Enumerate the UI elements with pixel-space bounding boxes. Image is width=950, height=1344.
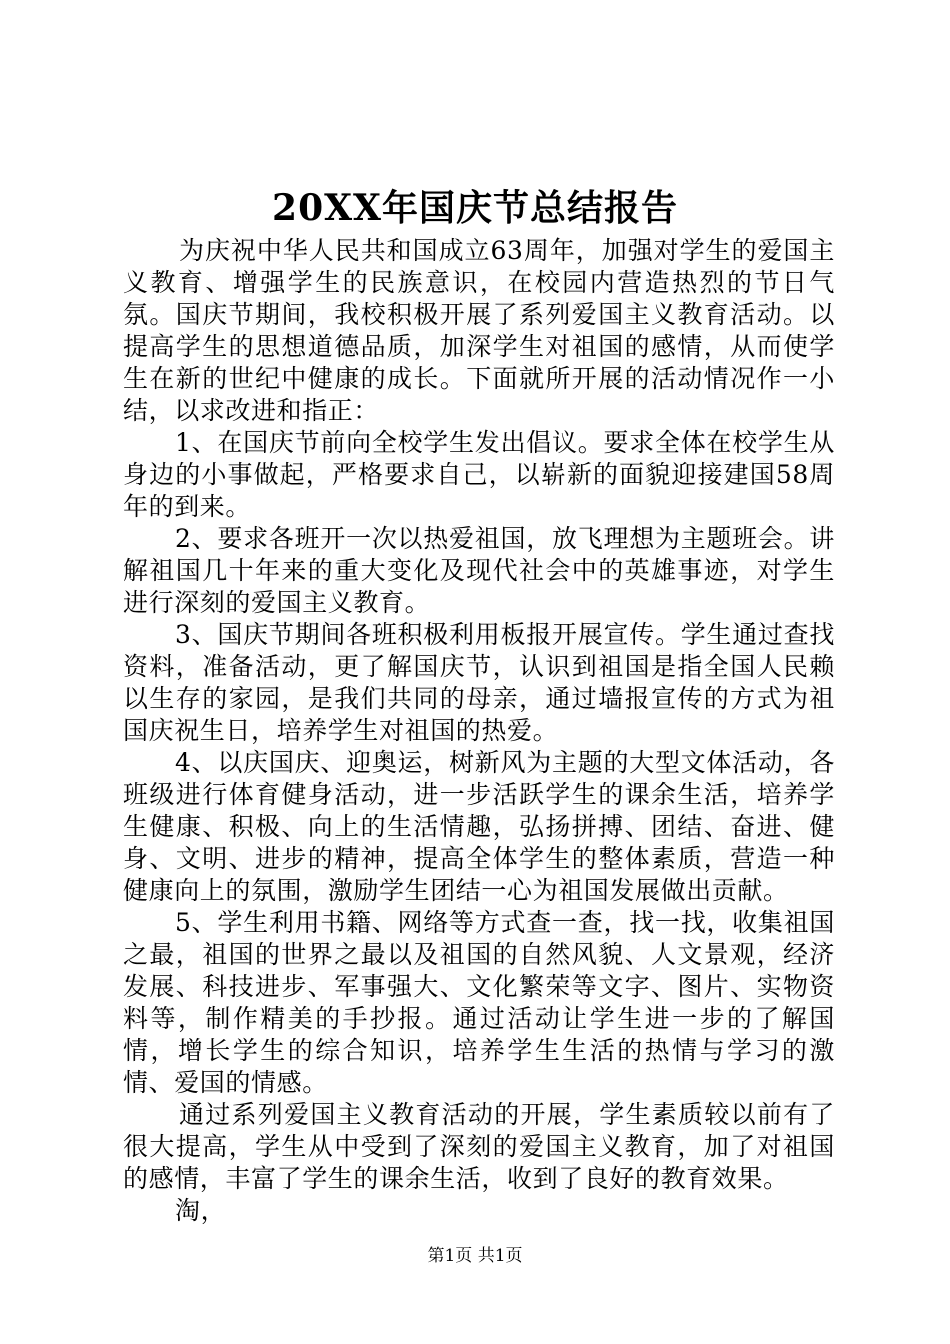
paragraph-item-1: 1、在国庆节前向全校学生发出倡议。要求全体在校学生从身边的小事做起，严格要求自己，以崭新的面貌迎接建国58周年的到来。 [123, 428, 835, 521]
paragraph-item-3: 3、国庆节期间各班积极利用板报开展宣传。学生通过查找资料，准备活动，更了解国庆节，认识到祖国是指全国人民赖以生存的家园，是我们共同的母亲，通过墙报宣传的方式为祖国庆祝生日，培养学生对祖国的热爱。 [123, 620, 835, 745]
paragraph-intro: 为庆祝中华人民共和国成立63周年，加强对学生的爱国主义教育、增强学生的民族意识，在校园内营造热烈的节日气氛。国庆节期间，我校积极开展了系列爱国主义教育活动。以提高学生的思想道德品质，加深学生对祖国的感情，从而使学生在新的世纪中健康的成长。下面就所开展的活动情况作一小结，以求改进和指正： [123, 236, 835, 425]
paragraph-item-5: 5、学生利用书籍、网络等方式查一查，找一找，收集祖国之最，祖国的世界之最以及祖国的自然风貌、人文景观，经济发展、科技进步、军事强大、文化繁荣等文字、图片、实物资料等，制作精美的手抄报。通过活动让学生进一步的了解国情，增长学生的综合知识，培养学生生活的热情与学习的激情、爱国的情感。 [123, 908, 835, 1097]
document-title: 20XX年国庆节总结报告 [272, 187, 678, 229]
paragraph-item-2: 2、要求各班开一次以热爱祖国，放飞理想为主题班会。讲解祖国几十年来的重大变化及现代社会中的英雄事迹，对学生进行深刻的爱国主义教育。 [123, 524, 835, 617]
paragraph-item-4: 4、以庆国庆、迎奥运，树新风为主题的大型文体活动，各班级进行体育健身活动，进一步活跃学生的课余生活，培养学生健康、积极、向上的生活情趣，弘扬拼搏、团结、奋进、健身、文明、进步的精神，提高全体学生的整体素质，营造一种健康向上的氛围，激励学生团结一心为祖国发展做出贡献。 [123, 748, 835, 905]
paragraph-conclusion: 通过系列爱国主义教育活动的开展，学生素质较以前有了很大提高，学生从中受到了深刻的爱国主义教育，加了对祖国的感情，丰富了学生的课余生活，收到了良好的教育效果。 [123, 1100, 835, 1193]
page-footer: 第1页 共1页 [427, 1246, 523, 1266]
paragraph-trailing: 淘， [175, 1196, 227, 1225]
document-body [123, 235, 835, 1227]
